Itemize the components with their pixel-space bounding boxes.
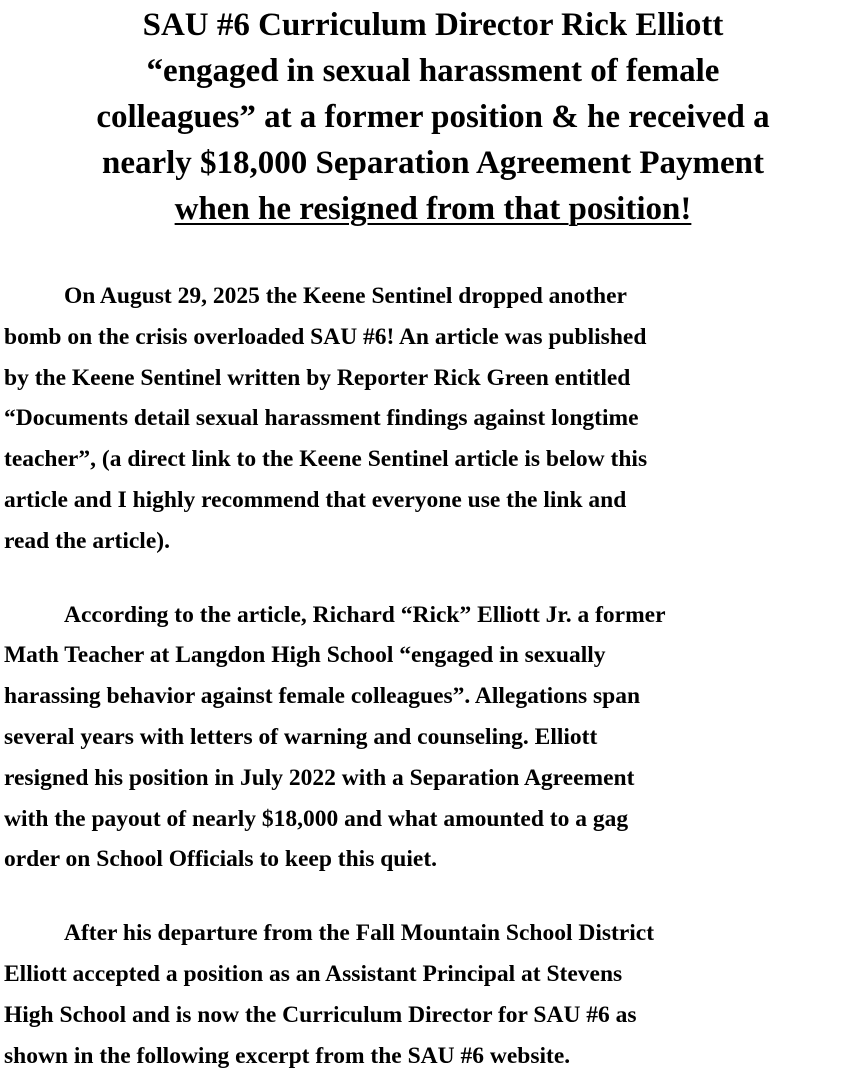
headline-line-underlined: when he resigned from that position! — [174, 191, 692, 227]
headline-line: SAU #6 Curriculum Director Rick Elliott — [142, 7, 724, 43]
paragraph-line: “Documents detail sexual harassment findings against longtime — [4, 405, 639, 432]
headline — [4, 0, 862, 232]
paragraph-line: read the article). — [4, 527, 170, 554]
paragraph-line: several years with letters of warning and counseling. Elliott — [4, 723, 598, 750]
paragraph-line: High School and is now the Curriculum Director for SAU #6 as — [4, 1001, 637, 1028]
paragraph-line: Math Teacher at Langdon High School “engaged in sexually — [4, 642, 606, 669]
headline-line: nearly $18,000 Separation Agreement Payment — [101, 145, 765, 181]
paragraph-line: On August 29, 2025 the Keene Sentinel dropped another — [64, 283, 627, 309]
headline-line: colleagues” at a former position & he received a — [96, 99, 770, 135]
paragraph-line: After his departure from the Fall Mountain School District — [64, 920, 655, 947]
paragraph-line: article and I highly recommend that everyone use the link and — [4, 486, 627, 513]
paragraph-line: with the payout of nearly $18,000 and what amounted to a gag — [4, 805, 629, 832]
paragraph-keene-sentinel-article — [4, 276, 862, 562]
paragraph-line: resigned his position in July 2022 with a Separation Agreement — [4, 764, 635, 791]
paragraph-departure — [4, 913, 862, 1076]
paragraph-line: harassing behavior against female colleagues”. Allegations span — [4, 683, 641, 710]
headline-line: “engaged in sexual harassment of female — [146, 53, 720, 89]
paragraph-allegations — [4, 595, 862, 881]
paragraph-line: Elliott accepted a position as an Assistant Principal at Stevens — [4, 960, 623, 987]
paragraph-line: by the Keene Sentinel written by Reporter Rick Green entitled — [4, 364, 631, 391]
paragraph-line: shown in the following excerpt from the SAU #6 website. — [4, 1042, 571, 1069]
paragraph-line: According to the article, Richard “Rick” Elliott Jr. a former — [64, 601, 666, 628]
paragraph-line: bomb on the crisis overloaded SAU #6! An article was published — [4, 323, 647, 350]
paragraph-line: teacher”, (a direct link to the Keene Sentinel article is below this — [4, 446, 648, 473]
paragraph-line: order on School Officials to keep this quiet. — [4, 846, 438, 873]
